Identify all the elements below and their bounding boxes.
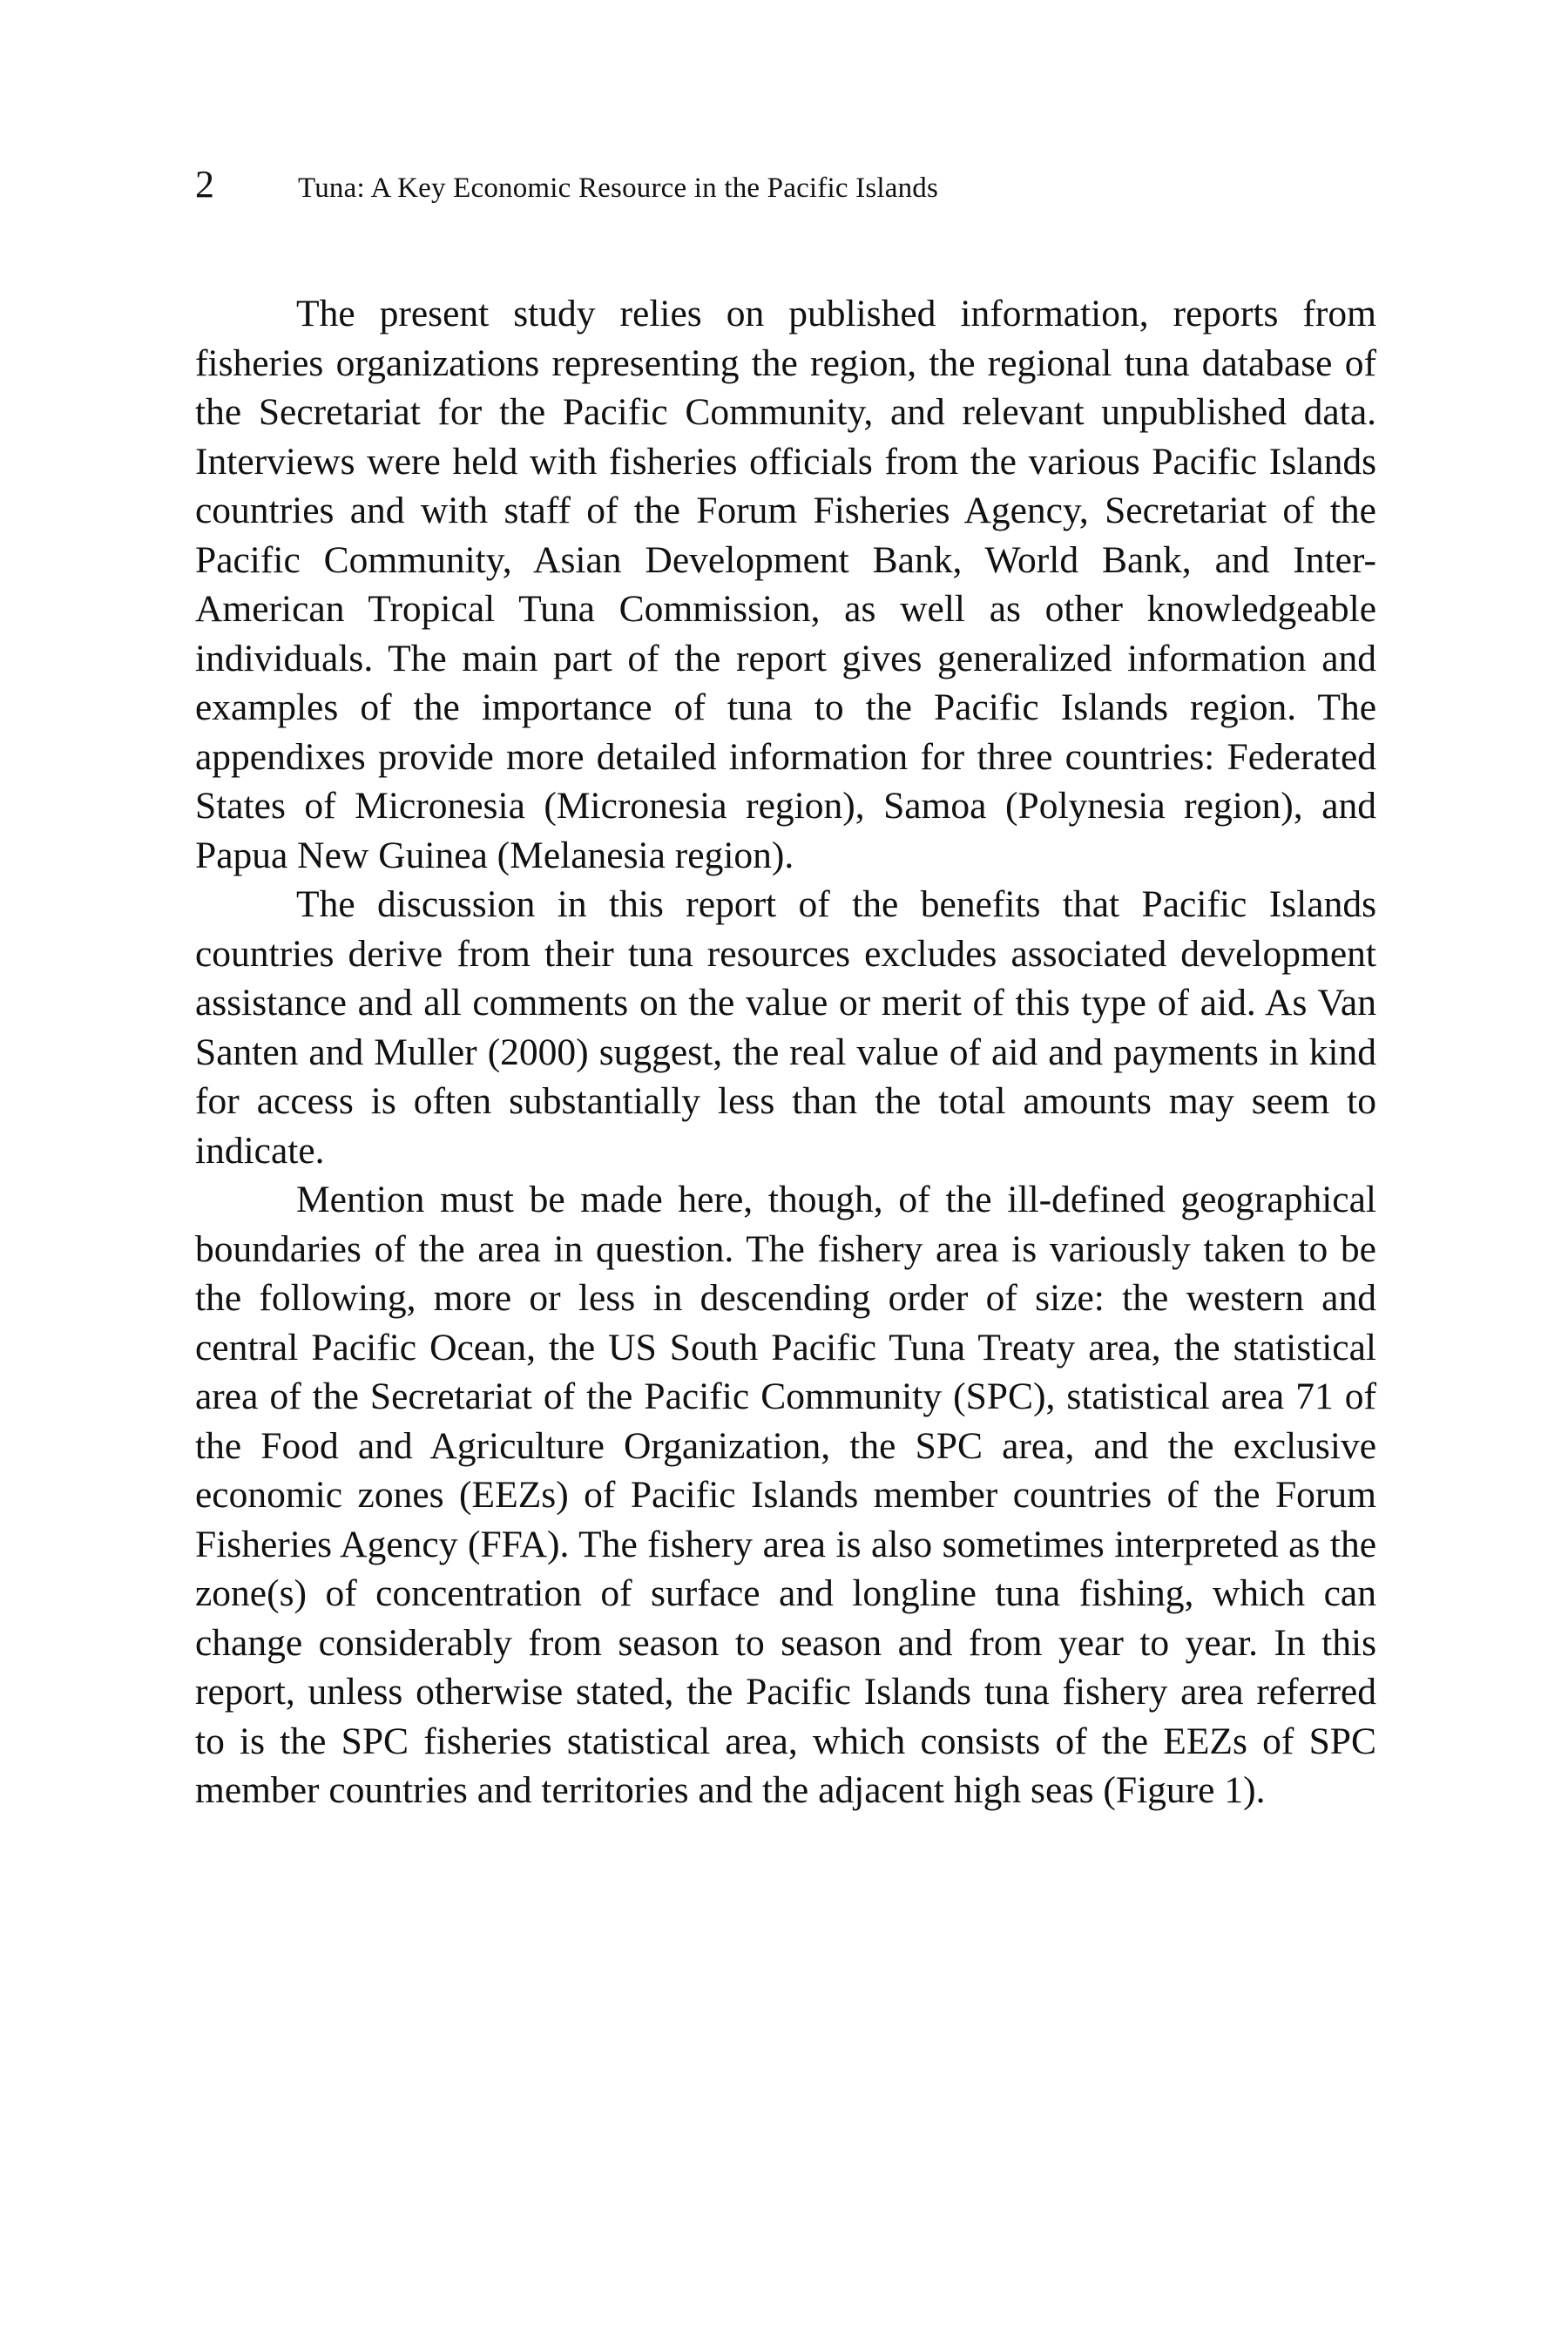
paragraph-3: Mention must be made here, though, of the ill-defined geographical boundaries of the area in question. The fishery area is variously taken to be the following, more or less in descending order of size: the western and central Pacific Ocean, the US South Pacific Tuna Treaty area, the statistical area of the Secretariat of the Pacific Community (SPC), statistical area 71 of the Food and Agriculture Organization, the SPC area, and the exclusive economic zones (EEZs) of Pacific Islands member countries of the Forum Fisheries Agency (FFA). The fishery area is also sometimes interpreted as the zone(s) of concentration of surface and longline tuna fishing, which can change considerably from season to season and from year to year. In this report, unless otherwise stated, the Pacific Islands tuna fishery area referred to is the SPC fisheries statistical area, which consists of the EEZs of SPC member countries and territories and the adjacent high seas (Figure 1). [195,1179,1376,1811]
running-title: Tuna: A Key Economic Resource in the Pacific Islands [298,172,939,204]
body-text [195,289,1376,1815]
page-number: 2 [195,163,214,206]
paragraph-2: The discussion in this report of the benefits that Pacific Islands countries derive from their tuna resources excludes associated development assistance and all comments on the value or merit of this type of aid. As Van Santen and Muller (2000) suggest, the real value of aid and payments in kind for access is often substantially less than the total amounts may seem to indicate. [195,883,1376,1172]
paragraph-1: The present study relies on published information, reports from fisheries organizations representing the region, the regional tuna database of the Secretariat for the Pacific Community, and relevant unpublished data. Interviews were held with fisheries officials from the various Pacific Islands countries and with staff of the Forum Fisheries Agency, Secretariat of the Pacific Community, Asian Development Bank, World Bank, and Inter-American Tropical Tuna Commission, as well as other knowledgeable individuals. The main part of the report gives generalized information and examples of the importance of tuna to the Pacific Islands region. The appendixes provide more detailed information for three countries: Federated States of Micronesia (Micronesia region), Samoa (Polynesia region), and Papua New Guinea (Melanesia region). [195,293,1376,876]
running-header [195,159,1397,211]
